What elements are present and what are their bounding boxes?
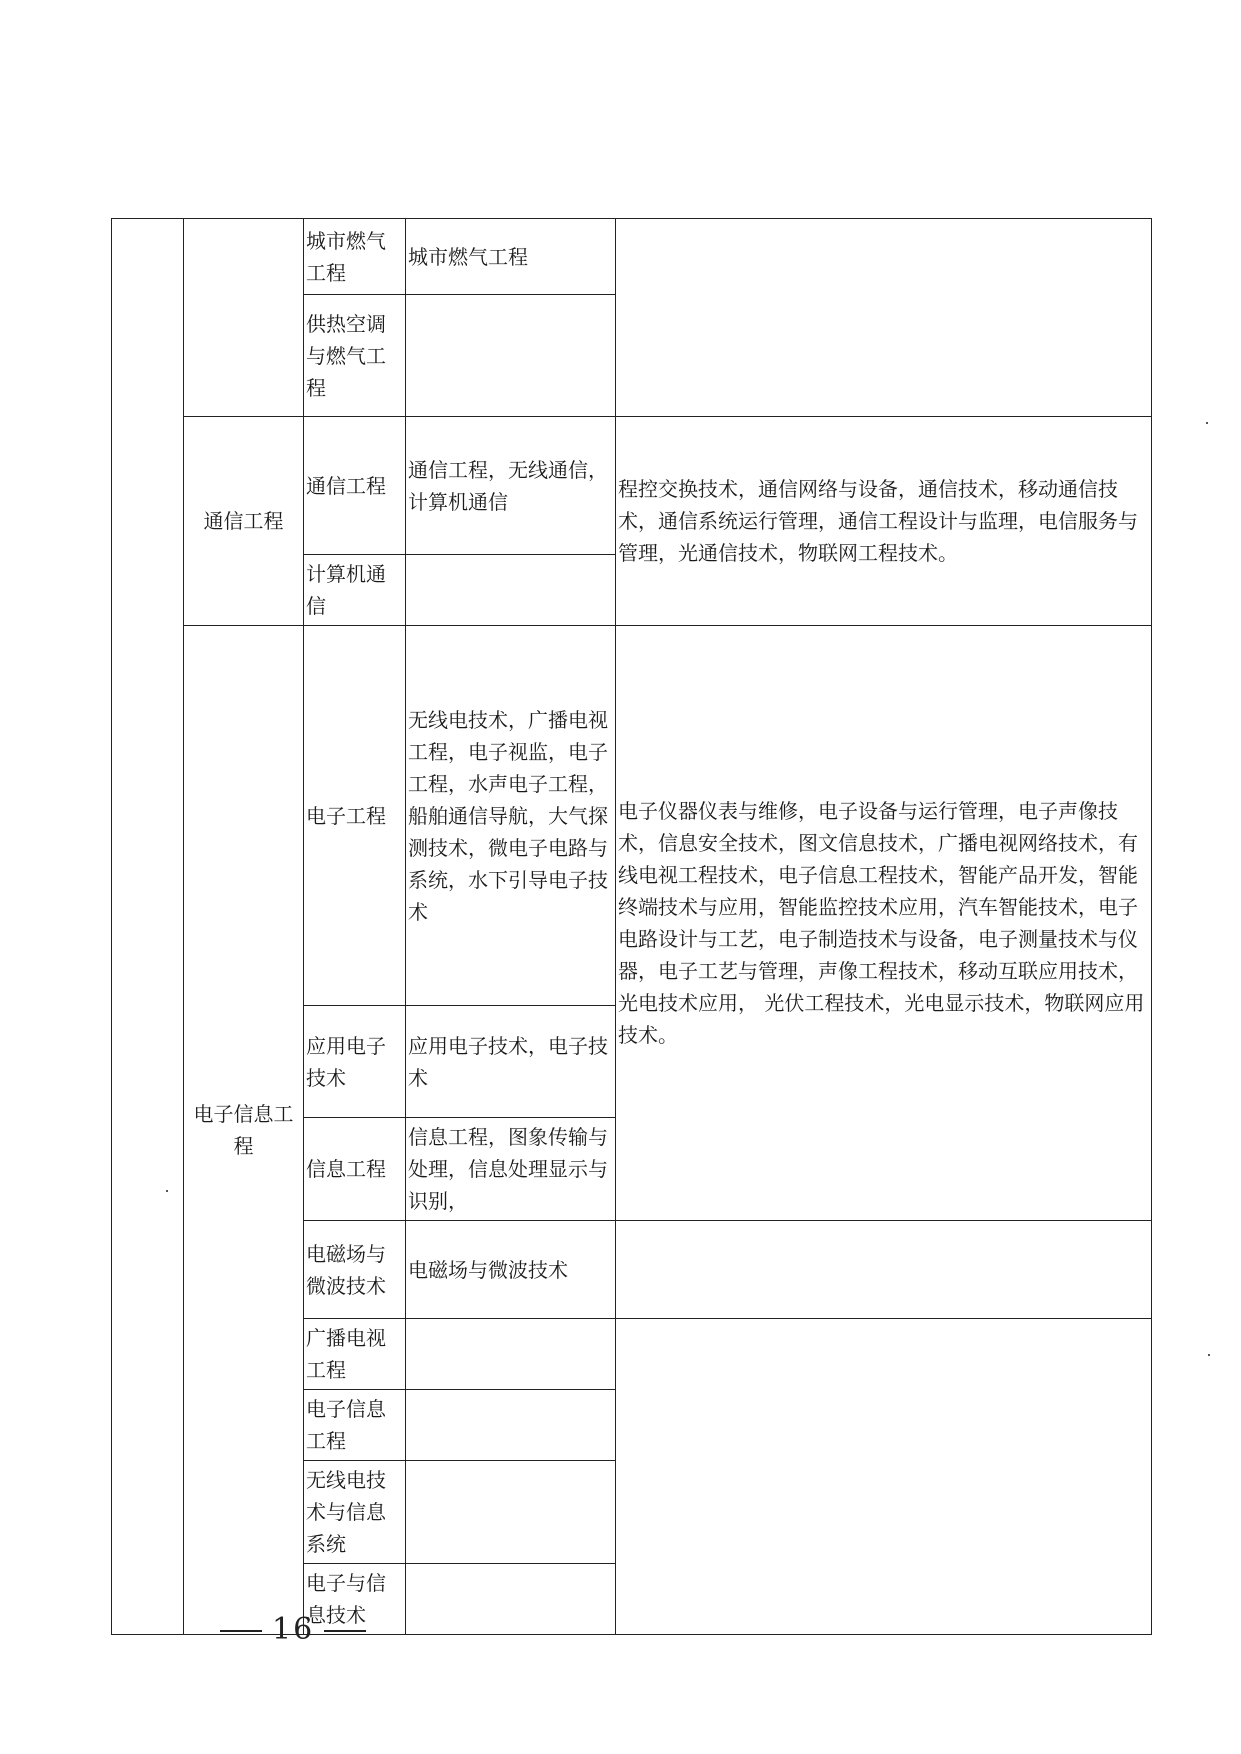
vocational-cell (616, 219, 1152, 417)
major-cell: 电子与信息技术 (304, 1564, 406, 1635)
category-cell: 电子信息工程 (184, 626, 304, 1635)
vocational-cell: 电子仪器仪表与维修，电子设备与运行管理，电子声像技术，信息安全技术，图文信息技术，广播电视网络技术，有线电视工程技术，电子信息工程技术，智能产品开发，智能终端技术与应用，智能监控技术应用，汽车智能技术，电子电路设计与工艺，电子制造技术与设备，电子测量技术与仪器，电子工艺与管理，声像工程技术，移动互联应用技术，光电技术应用， 光伏工程技术，光电显示技术，物联网应用技术。 (616, 626, 1152, 1221)
specialty-cell: 应用电子技术，电子技术 (406, 1006, 616, 1118)
vocational-cell (616, 1221, 1152, 1319)
specialty-cell (406, 555, 616, 626)
specialty-cell (406, 1461, 616, 1564)
major-cell: 通信工程 (304, 417, 406, 555)
specialty-cell: 无线电技术，广播电视工程，电子视监，电子工程，水声电子工程，船舶通信导航，大气探测技术，微电子电路与系统，水下引导电子技术 (406, 626, 616, 1006)
major-cell: 电子信息工程 (304, 1390, 406, 1461)
specialty-cell (406, 1564, 616, 1635)
major-cell: 计算机通信 (304, 555, 406, 626)
table-row (112, 219, 1152, 295)
category-cell (184, 219, 304, 417)
dash-left (220, 1630, 262, 1632)
specialty-cell (406, 1319, 616, 1390)
qualification-table (111, 218, 1152, 1635)
table-row (112, 417, 1152, 555)
category-cell: 通信工程 (184, 417, 304, 626)
vocational-cell (616, 1319, 1152, 1635)
major-cell: 无线电技术与信息系统 (304, 1461, 406, 1564)
specialty-cell: 通信工程，无线通信，计算机通信 (406, 417, 616, 555)
major-cell: 城市燃气工程 (304, 219, 406, 295)
level-cell (112, 219, 184, 1635)
major-cell: 信息工程 (304, 1118, 406, 1221)
major-cell: 供热空调与燃气工程 (304, 295, 406, 417)
dash-right (324, 1630, 366, 1632)
page-number (210, 1612, 376, 1647)
major-cell: 电磁场与微波技术 (304, 1221, 406, 1319)
major-cell: 应用电子技术 (304, 1006, 406, 1118)
scan-speck (166, 1190, 168, 1192)
specialty-cell: 信息工程，图象传输与处理，信息处理显示与识别， (406, 1118, 616, 1221)
specialty-cell: 城市燃气工程 (406, 219, 616, 295)
major-cell: 广播电视工程 (304, 1319, 406, 1390)
scan-speck (1208, 1354, 1210, 1356)
table-row (112, 626, 1152, 1006)
page-number-value: 16 (272, 1612, 315, 1647)
major-cell: 电子工程 (304, 626, 406, 1006)
specialty-cell (406, 1390, 616, 1461)
specialty-cell: 电磁场与微波技术 (406, 1221, 616, 1319)
vocational-cell: 程控交换技术，通信网络与设备，通信技术，移动通信技术，通信系统运行管理，通信工程设计与监理，电信服务与管理，光通信技术，物联网工程技术。 (616, 417, 1152, 626)
specialty-cell (406, 295, 616, 417)
scan-speck (1206, 422, 1208, 424)
